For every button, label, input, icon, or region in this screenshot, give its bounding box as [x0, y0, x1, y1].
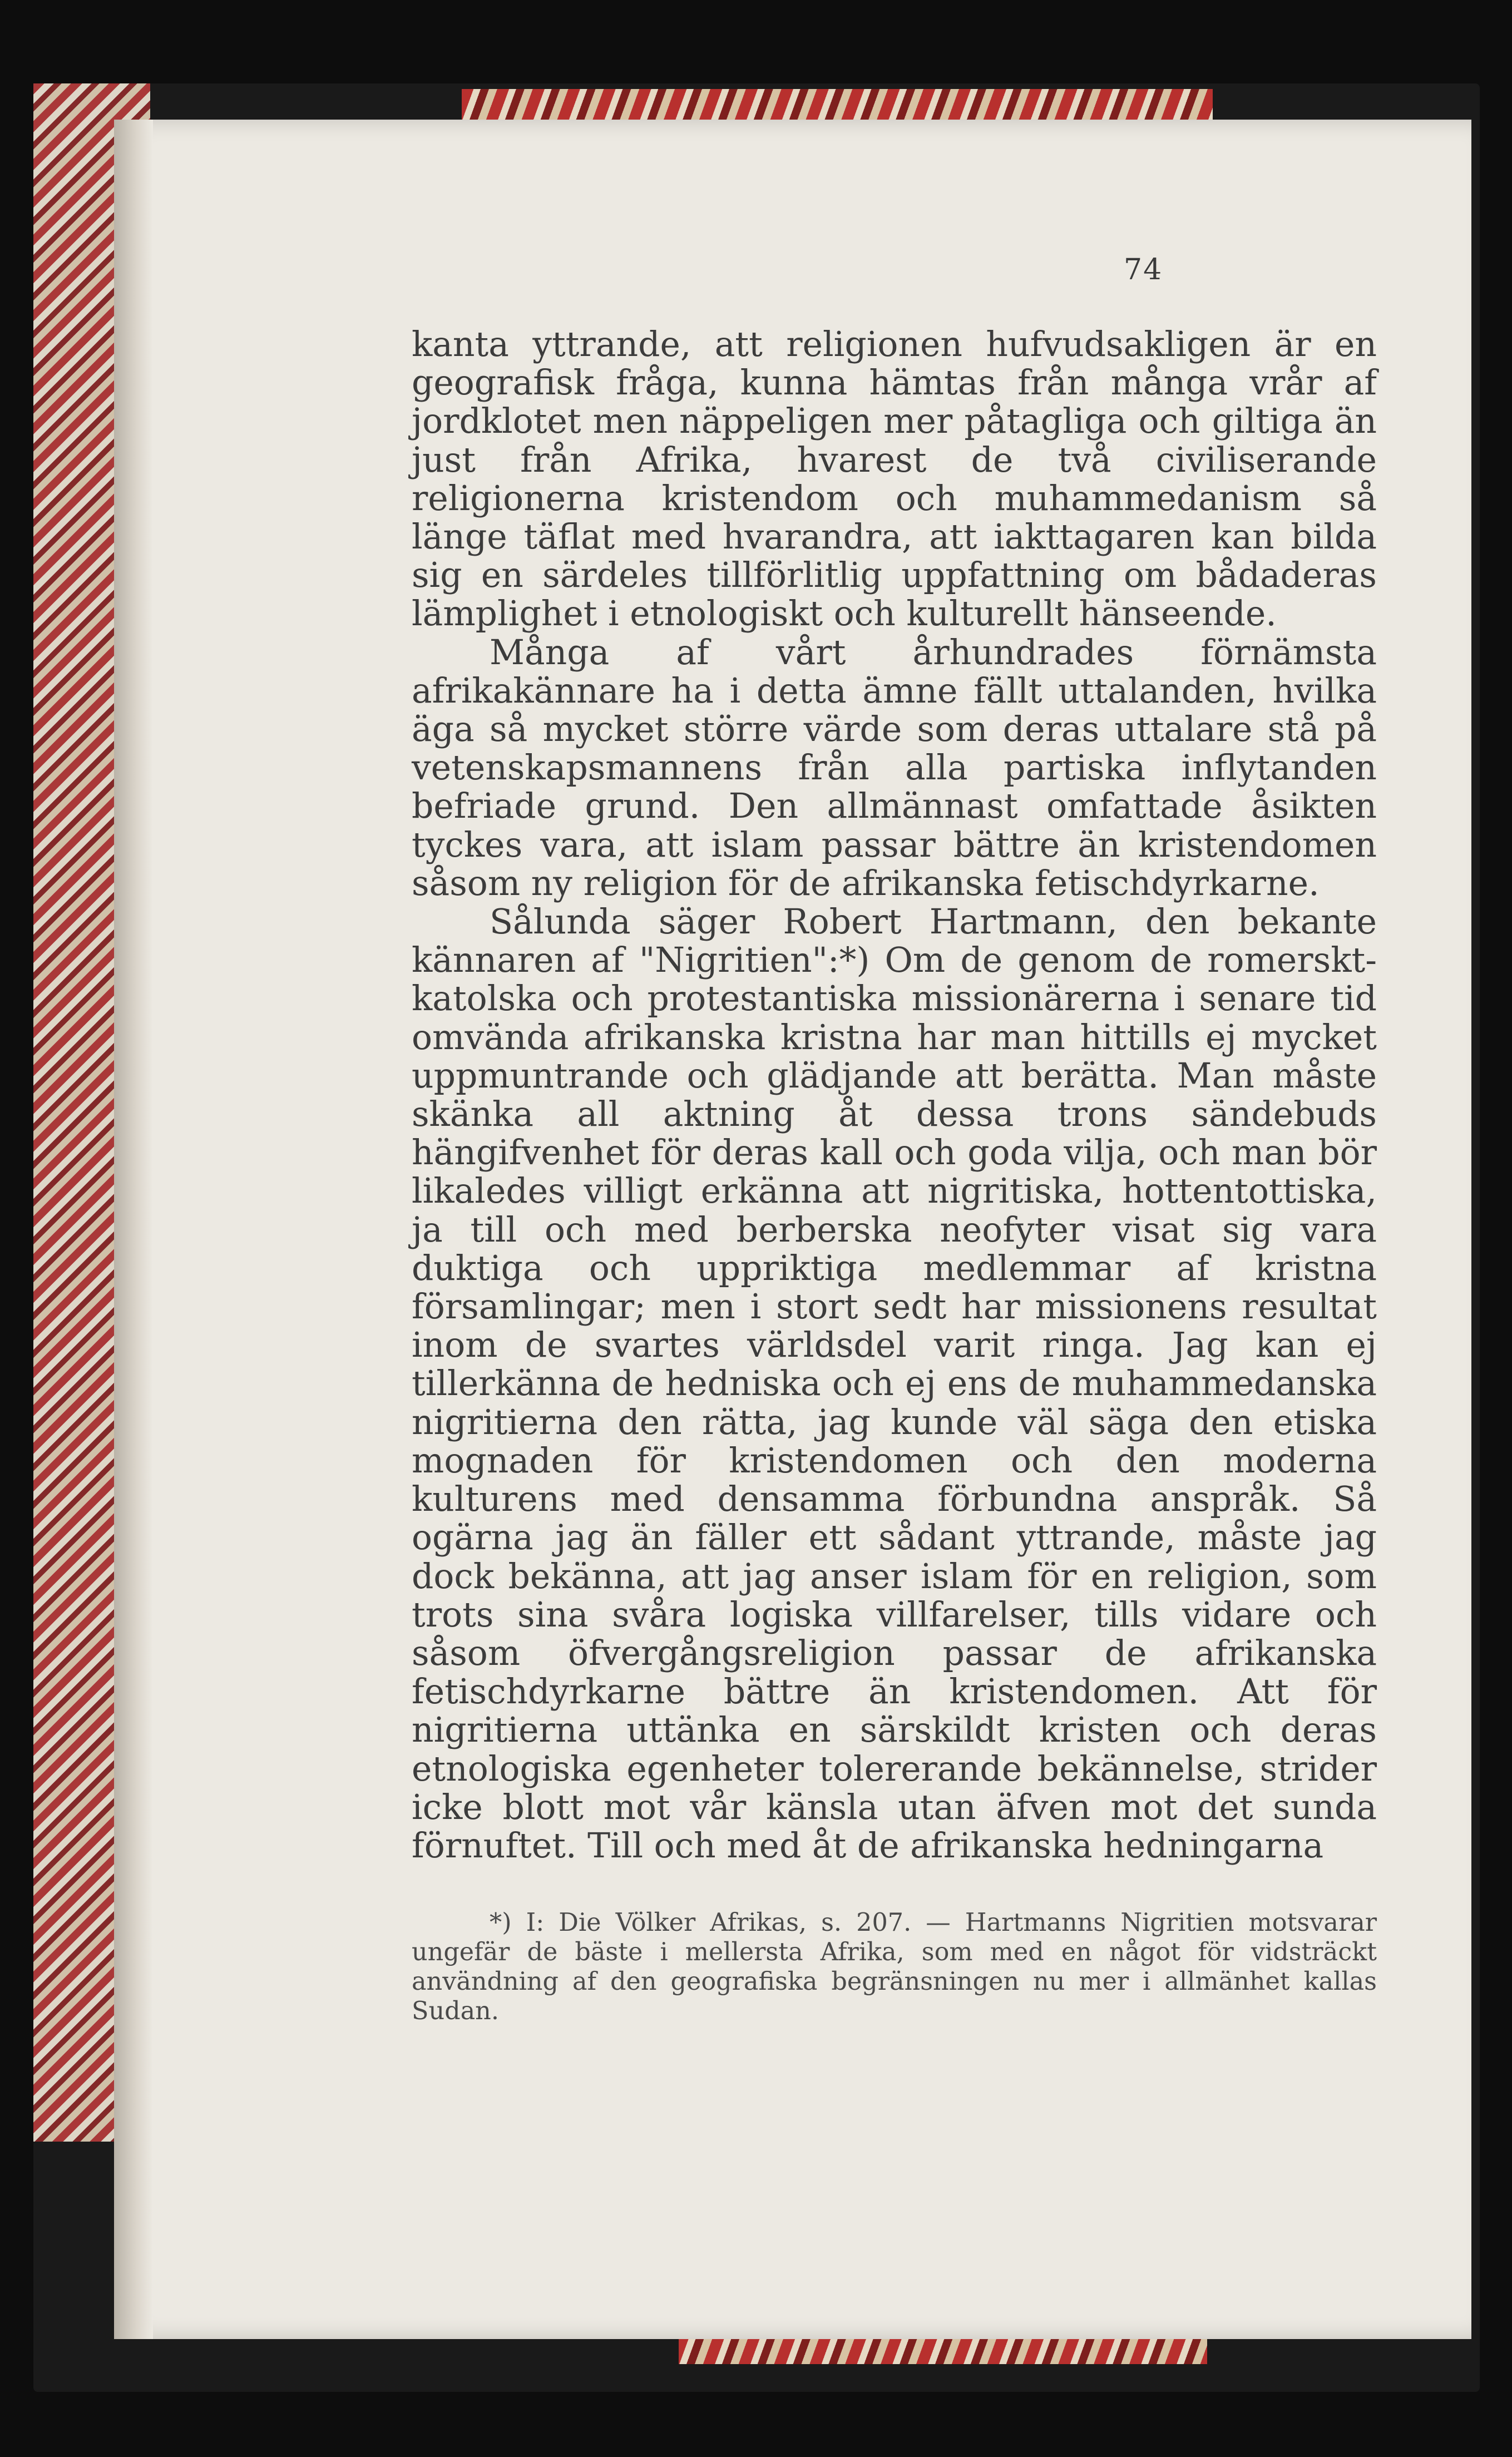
page-gutter-shadow — [114, 120, 153, 2339]
paragraph: Sålunda säger Robert Hartmann, den bekante kännaren af "Nigritien":*) Om de genom de romerskt-katolska och protestantiska missionärerna i senare tid omvända afrikanska kristna har man hittills ej mycket uppmuntrande och glädjande att berätta. Man måste skänka all aktning åt dessa trons sändebuds hängifvenhet för deras kall och goda vilja, och man bör likaledes villigt erkänna att nigritiska, hottentottiska, ja till och med berberska neofyter visat sig vara duktiga och uppriktiga medlemmar af kristna församlingar; men i stort sedt har missionens resultat inom de svartes världsdel varit ringa. Jag kan ej tillerkänna de hedniska och ej ens de muhammedanska nigritierna den rätta, jag kunde väl säga den etiska mognaden för kristendomen och den moderna kulturens med densamma förbundna anspråk. Så ogärna jag än fäller ett sådant yttrande, måste jag dock bekänna, att jag anser islam för en religion, som trots sina svåra logiska villfarelser, tills vidare och såsom öfvergångsreligion passar de afrikanska fetischdyrkarne bättre än kristendomen. Att för nigritierna uttänka en särskildt kristen och deras etnologiska egenheter tolererande bekännelse, strider icke blott mot vår känsla utan äfven mot det sunda förnuftet. Till och med åt de afrikanska hedningarna — [412, 902, 1377, 1866]
marbled-page-edge-top — [462, 89, 1213, 122]
paragraph: Många af vårt århundrades förnämsta afrikakännare ha i detta ämne fällt uttalanden, hvilka äga så mycket större värde som deras uttalare stå på vetenskapsmannens från alla partiska inflytanden befriade grund. Den allmännast omfattade åsikten tyckes vara, att islam passar bättre än kristendomen såsom ny religion för de afrikanska fetischdyrkarne. — [412, 632, 1377, 903]
page-number: 74 — [1124, 253, 1163, 286]
paragraph: kanta yttrande, att religionen hufvudsakligen är en geografisk fråga, kunna hämtas från många vrår af jordklotet men näppeligen mer påtagliga och giltiga än just från Afrika, hvarest de två civiliserande religionerna kristendom och muhammedanism så länge täflat med hvarandra, att iakttagaren kan bilda sig en särdeles tillförlitlig uppfattning om bådaderas lämplighet i etnologiskt och kulturellt hänseende. — [412, 324, 1377, 634]
footnote — [412, 1908, 1377, 2026]
footnote-text: *) I: Die Völker Afrikas, s. 207. — Hartmanns Nigritien motsvarar ungefär de bäste i mellersta Afrika, som med en något för vidsträckt användning af den geografiska begränsningen nu mer i allmänhet kallas Sudan. — [412, 1909, 1377, 2025]
body-text — [412, 325, 1377, 1865]
